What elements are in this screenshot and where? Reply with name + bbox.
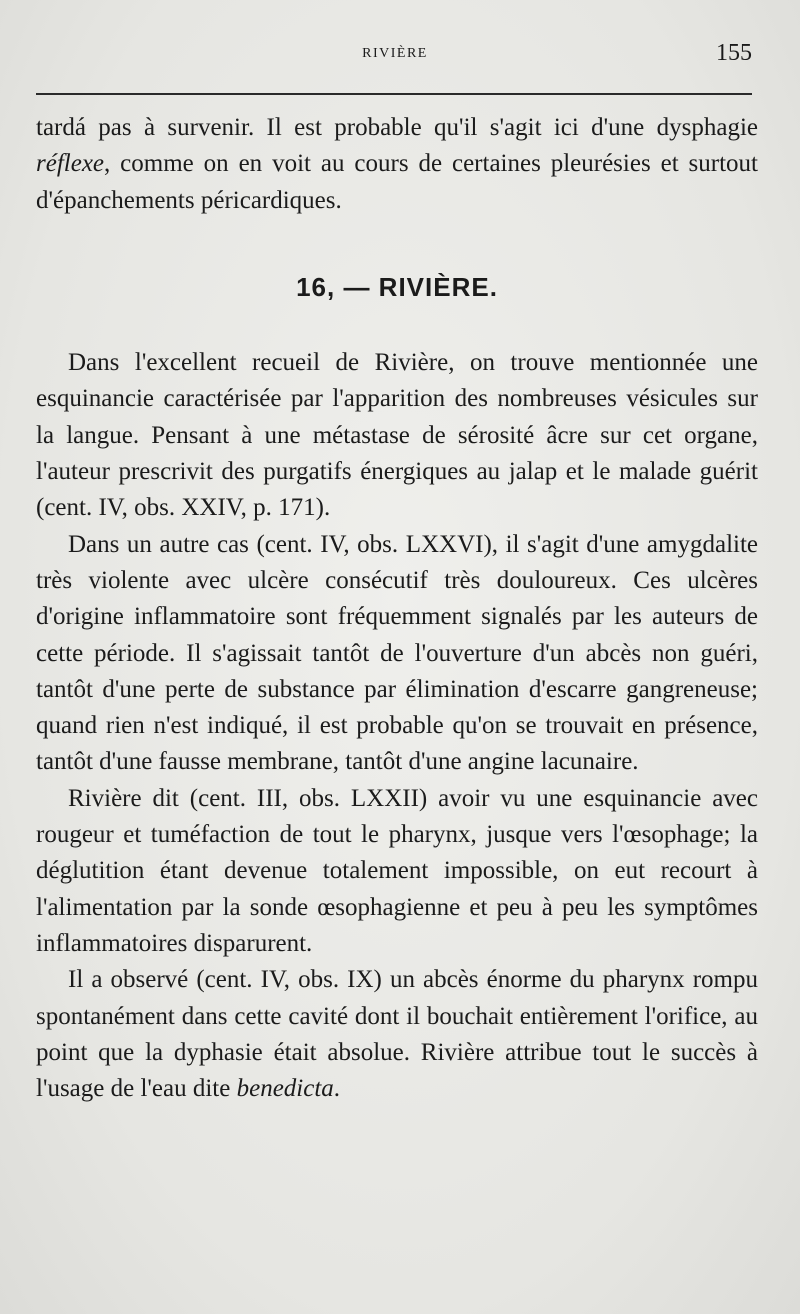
header-rule bbox=[36, 93, 752, 95]
section-number: 16, bbox=[296, 271, 336, 302]
paragraph-text: , comme on en voit au cours de certaines pleurésies et surtout d'épanchements péricardiques. bbox=[36, 150, 758, 214]
body-text bbox=[36, 110, 758, 1107]
section-title: — RIVIÈRE. bbox=[343, 271, 498, 302]
running-head bbox=[0, 40, 800, 70]
paragraph: Rivière dit (cent. III, obs. LXXII) avoir vu une esquinancie avec rougeur et tuméfaction de tout le pharynx, jusque vers l'œsophage; la déglutition étant devenue totalement impossible, on eut recourt à l'alimentation par la sonde œsophagienne et peu à peu les symptômes inflammatoires disparurent. bbox=[36, 784, 758, 957]
paragraph-continued bbox=[36, 110, 758, 219]
section-heading bbox=[36, 269, 758, 305]
paragraph: Dans un autre cas (cent. IV, obs. LXXVI), il s'agit d'une amygdalite très violente avec ulcère consécutif très douloureux. Ces ulcères d'origine inflammatoire sont fréquemment signalés par les auteurs de cette période. Il s'agissait tantôt de l'ouverture d'un abcès non guéri, tantôt d'une perte de substance par élimination d'escarre gangreneuse; quand rien n'est indiqué, il est probable qu'on se trouvait en présence, tantôt d'une fausse membrane, tantôt d'une angine lacunaire. bbox=[36, 530, 758, 776]
running-title: RIVIÈRE bbox=[362, 46, 428, 61]
page-number: 155 bbox=[716, 40, 752, 66]
paragraph: Dans l'excellent recueil de Rivière, on trouve mentionnée une esquinancie caractérisée par l'apparition des nombreuses vésicules sur la langue. Pensant à une métastase de sérosité âcre sur cet organe, l'auteur prescrivit des purgatifs énergiques au jalap et le malade guérit (cent. IV, obs. XXIV, p. 171). bbox=[36, 349, 758, 522]
paragraph-text: . bbox=[333, 1075, 341, 1103]
paragraph-text: tardá pas à survenir. Il est probable qu'il s'agit ici d'une dysphagie bbox=[36, 114, 758, 141]
italic-term: réflexe bbox=[36, 150, 105, 178]
paragraph bbox=[36, 962, 758, 1107]
paragraph-text: Il a observé (cent. IV, obs. IX) un abcès énorme du pharynx rompu spontanément dans cette cavité dont il bouchait entièrement l'orifice, au point que la dyphasie était absolue. Rivière attribue tout le succès à l'usage de l'eau dite bbox=[36, 966, 758, 1103]
italic-term: benedicta bbox=[236, 1075, 334, 1103]
